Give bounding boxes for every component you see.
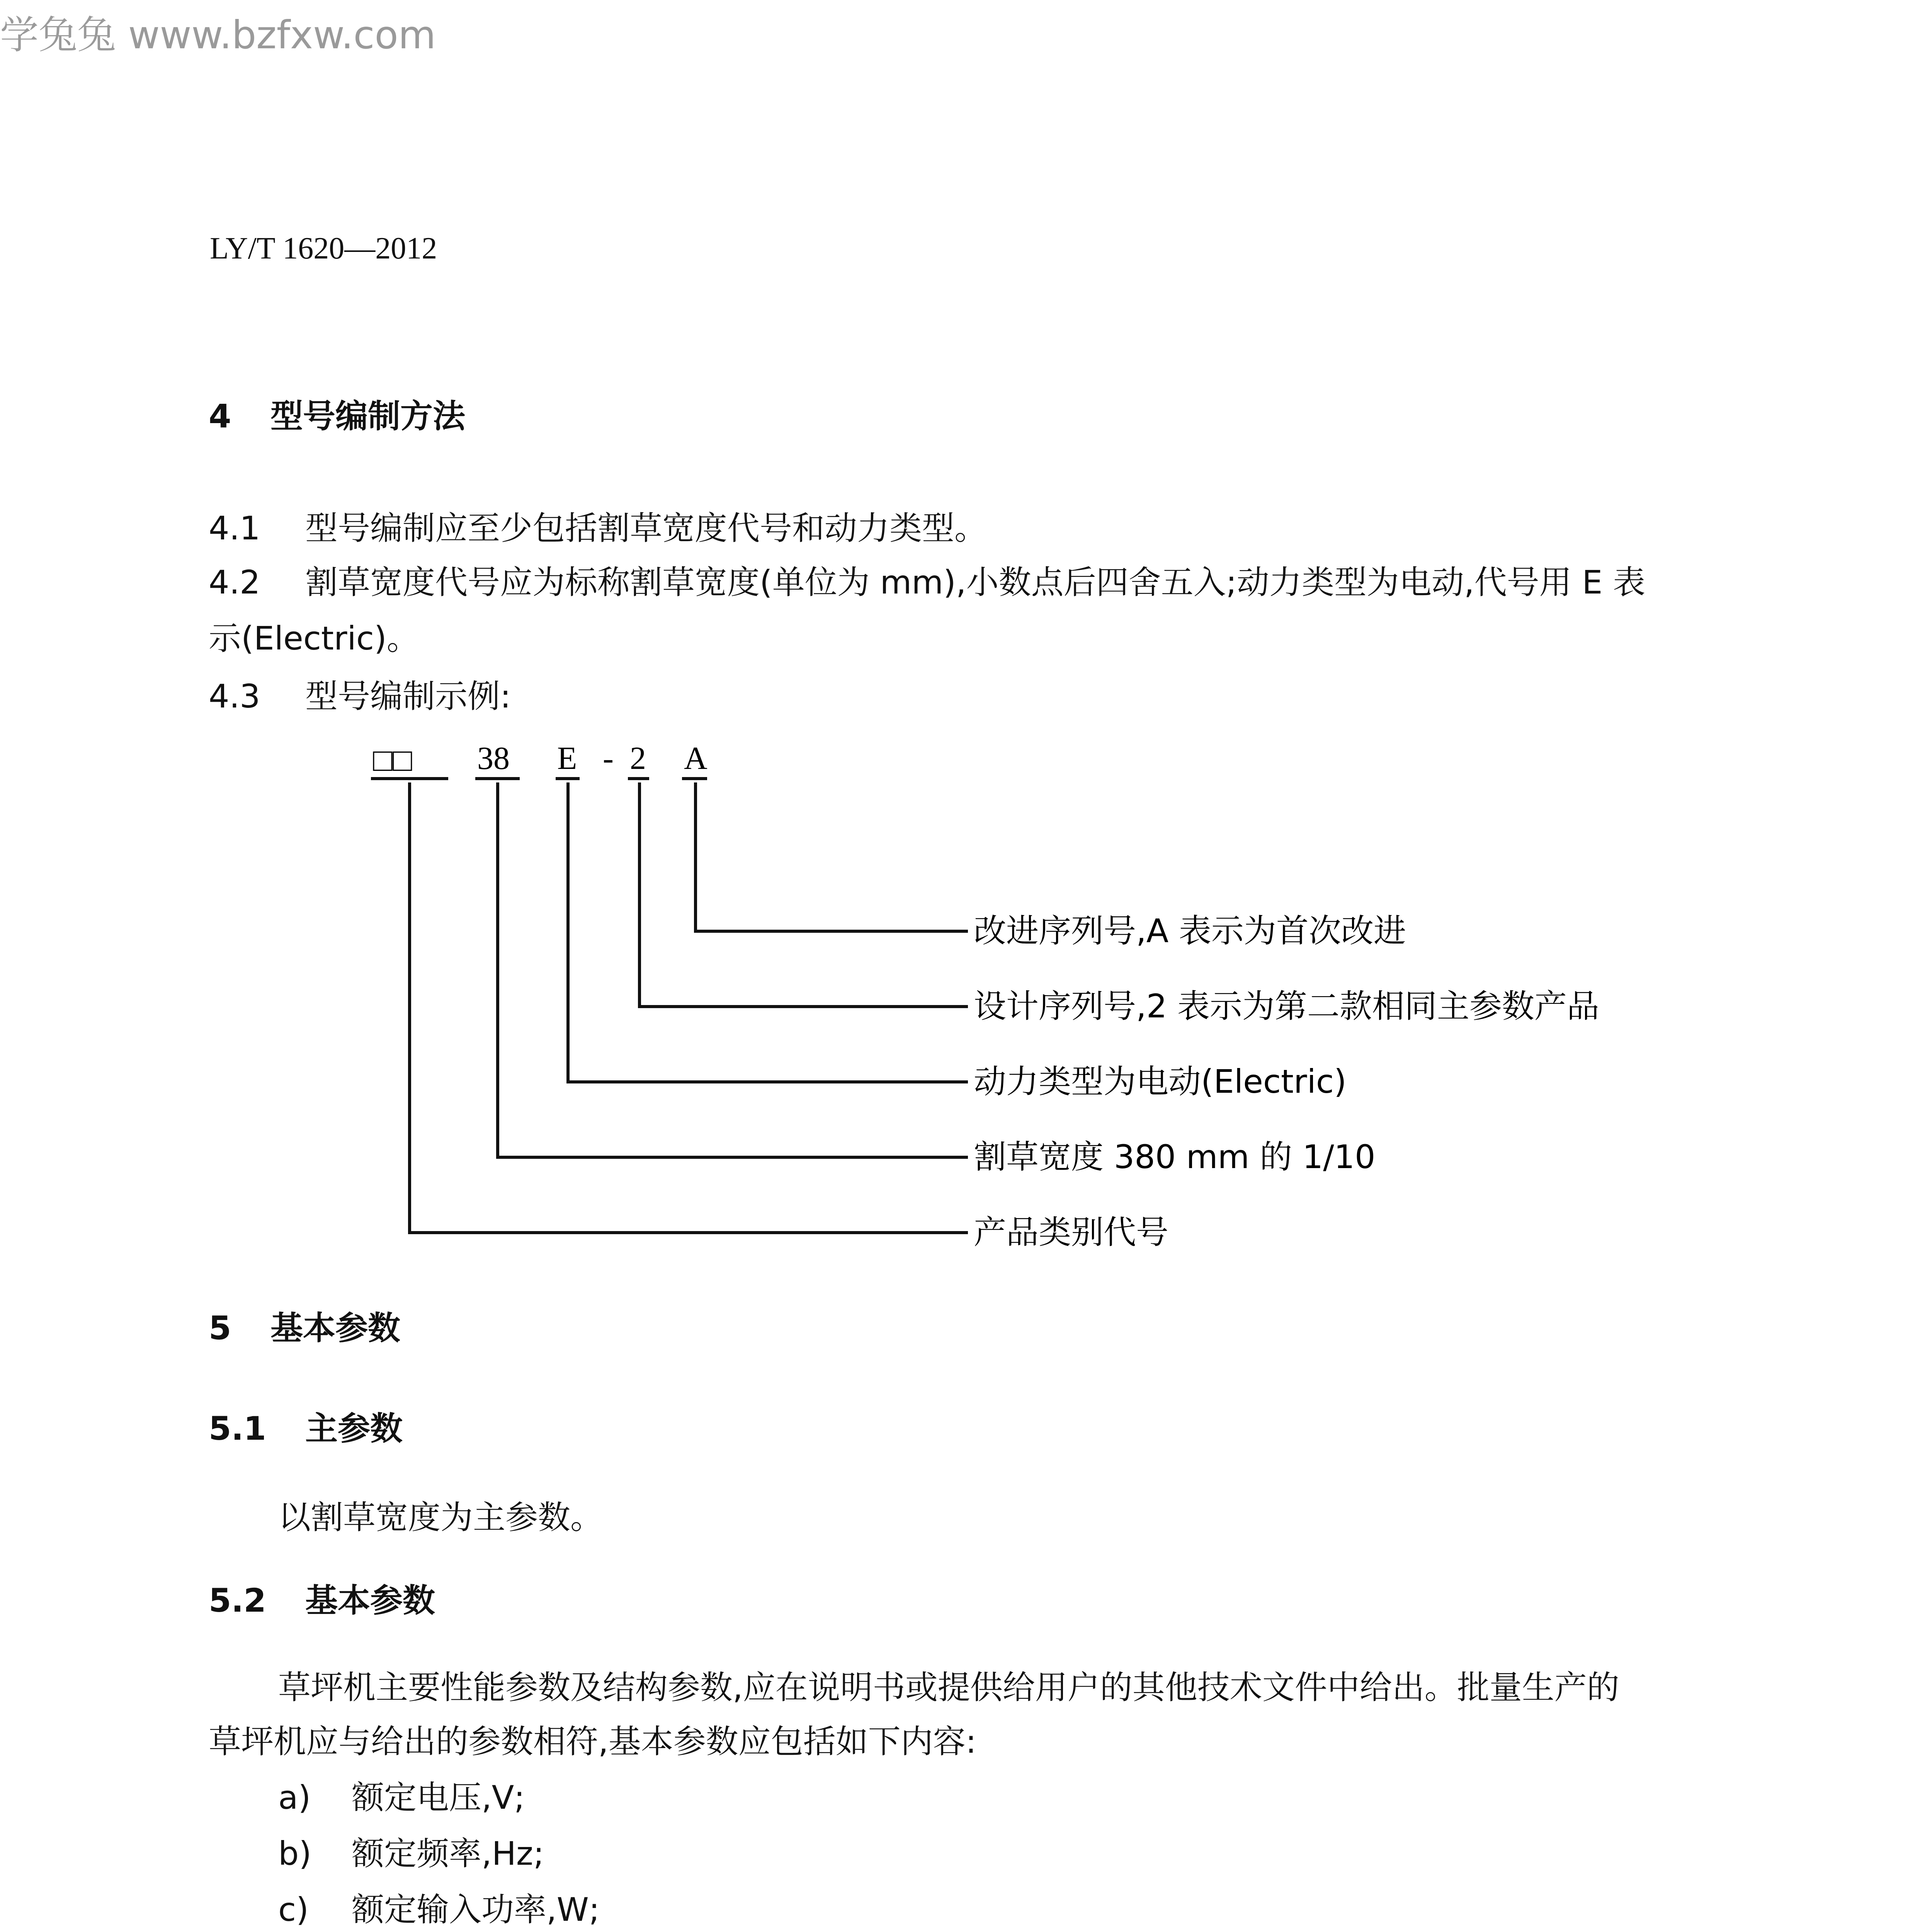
clause-5-2-heading: [209, 1575, 435, 1621]
item-text: 额定电压,V;: [352, 1779, 525, 1816]
clause-number: 4.2: [209, 563, 260, 601]
power-code: E: [557, 740, 577, 776]
clause-title: 主参数: [305, 1410, 403, 1447]
item-text: 额定输入功率,W;: [352, 1891, 600, 1929]
label-category: 产品类别代号: [974, 1213, 1169, 1251]
section-number: 5: [209, 1309, 231, 1347]
width-code: 38: [477, 740, 510, 776]
clause-number: 5.1: [209, 1410, 266, 1447]
label-width: 割草宽度 380 mm 的 1/10: [974, 1138, 1376, 1176]
clause-text: 割草宽度代号应为标称割草宽度(单位为 mm),小数点后四舍五入;动力类型为电动,代号用 E 表: [305, 563, 1646, 601]
watermark: 学兔兔 www.bzfxw.com: [0, 12, 436, 58]
item-marker: a): [278, 1779, 311, 1816]
param-item: [278, 1828, 544, 1874]
section-title: 型号编制方法: [270, 397, 466, 435]
section-number: 4: [209, 397, 231, 435]
param-item: [278, 1772, 525, 1818]
label-design: 设计序列号,2 表示为第二款相同主参数产品: [974, 987, 1599, 1025]
label-improvement: 改进序列号,A 表示为首次改进: [974, 912, 1406, 950]
clause-number: 5.2: [209, 1582, 266, 1619]
label-power: 动力类型为电动(Electric): [974, 1063, 1347, 1100]
clause-5-2-line2: 草坪机应与给出的参数相符,基本参数应包括如下内容:: [209, 1723, 977, 1760]
clause-5-2-line1: 草坪机主要性能参数及结构参数,应在说明书或提供给用户的其他技术文件中给出。批量生产的: [278, 1668, 1619, 1706]
leader-improvement: [696, 782, 968, 931]
improvement-sequence-code: A: [684, 740, 707, 776]
clause-number: 4.1: [209, 509, 260, 547]
clause-5-1-text: 以割草宽度为主参数。: [278, 1498, 603, 1536]
document-code: LY/T 1620—2012: [210, 231, 437, 265]
section-title: 基本参数: [270, 1309, 401, 1347]
category-boxes: □□: [373, 742, 412, 778]
leader-design: [639, 782, 968, 1007]
clause-number: 4.3: [209, 677, 260, 715]
clause-text: 型号编制示例:: [305, 677, 511, 715]
clause-text: 型号编制应至少包括割草宽度代号和动力类型。: [305, 509, 987, 547]
item-marker: c): [278, 1891, 309, 1929]
item-text: 额定频率,Hz;: [352, 1835, 544, 1872]
item-marker: b): [278, 1835, 312, 1872]
dash-separator: -: [603, 740, 614, 776]
clause-5-1-heading: [209, 1403, 403, 1449]
section-5-heading: [209, 1302, 400, 1349]
clause-4-2-line2: 示(Electric)。: [209, 619, 419, 657]
design-sequence-code: 2: [630, 740, 646, 776]
clause-title: 基本参数: [305, 1582, 435, 1619]
param-item: [278, 1884, 600, 1930]
